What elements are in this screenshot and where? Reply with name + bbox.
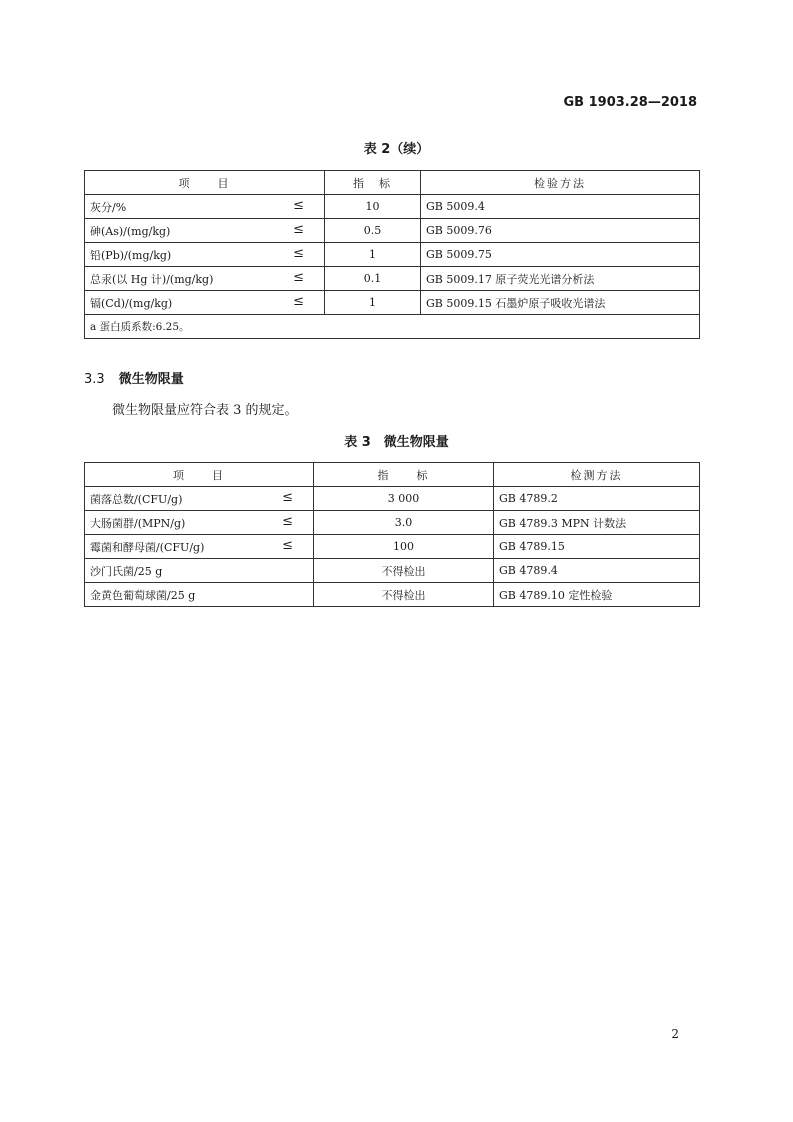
item-cell: [85, 267, 325, 291]
value-cell: 100: [314, 535, 494, 559]
table2: [84, 170, 700, 339]
less-equal-sign: ≤: [293, 198, 304, 213]
item-label: 金黄色葡萄球菌/25 g: [90, 588, 196, 602]
table3-header-method: 检测方法: [494, 463, 700, 487]
method-cell: GB 5009.76: [421, 219, 700, 243]
item-cell: [85, 511, 314, 535]
item-cell: [85, 243, 325, 267]
table2-header-item: 项 目: [85, 171, 325, 195]
item-label: 镉(Cd)/(mg/kg): [90, 296, 173, 310]
value-cell: 0.1: [325, 267, 421, 291]
item-cell: [85, 583, 314, 607]
table2-header-method: 检验方法: [421, 171, 700, 195]
table-row: [85, 267, 700, 291]
method-cell: GB 5009.15 石墨炉原子吸收光谱法: [421, 291, 700, 315]
value-cell: 不得检出: [314, 559, 494, 583]
item-label: 铅(Pb)/(mg/kg): [90, 248, 172, 262]
table-row: [85, 291, 700, 315]
method-cell: GB 4789.10 定性检验: [494, 583, 700, 607]
section-title: 微生物限量: [118, 372, 184, 387]
page-number: 2: [671, 1027, 679, 1041]
table3: [84, 462, 700, 607]
item-cell: [85, 487, 314, 511]
item-label: 总汞(以 Hg 计)/(mg/kg): [90, 272, 214, 286]
less-equal-sign: ≤: [282, 538, 293, 553]
section-paragraph: 微生物限量应符合表 3 的规定。: [112, 403, 298, 418]
value-cell: 1: [325, 291, 421, 315]
section-number: 3.3: [84, 372, 105, 387]
table-row: [85, 559, 700, 583]
table-row: [85, 487, 700, 511]
less-equal-sign: ≤: [293, 246, 304, 261]
less-equal-sign: ≤: [282, 490, 293, 505]
item-cell: [85, 291, 325, 315]
less-equal-sign: ≤: [282, 514, 293, 529]
item-label: 沙门氏菌/25 g: [90, 564, 163, 578]
item-label: 大肠菌群/(MPN/g): [90, 516, 186, 530]
value-cell: 3 000: [314, 487, 494, 511]
value-cell: 0.5: [325, 219, 421, 243]
item-cell: [85, 219, 325, 243]
standard-number: GB 1903.28—2018: [563, 95, 697, 110]
method-cell: GB 4789.3 MPN 计数法: [494, 511, 700, 535]
table2-footnote-row: [85, 315, 700, 339]
item-label: 霉菌和酵母菌/(CFU/g): [90, 540, 205, 554]
method-cell: GB 4789.15: [494, 535, 700, 559]
method-cell: GB 4789.2: [494, 487, 700, 511]
method-cell: GB 5009.17 原子荧光光谱分析法: [421, 267, 700, 291]
table-row: [85, 511, 700, 535]
item-cell: [85, 559, 314, 583]
method-cell: GB 5009.4: [421, 195, 700, 219]
value-cell: 不得检出: [314, 583, 494, 607]
value-cell: 10: [325, 195, 421, 219]
value-cell: 1: [325, 243, 421, 267]
less-equal-sign: ≤: [293, 294, 304, 309]
value-cell: 3.0: [314, 511, 494, 535]
item-label: 砷(As)/(mg/kg): [90, 224, 171, 238]
table-row: [85, 195, 700, 219]
table2-caption: 表 2（续）: [363, 142, 430, 157]
section-heading: [84, 368, 184, 387]
table2-header-row: [85, 171, 700, 195]
less-equal-sign: ≤: [293, 270, 304, 285]
item-cell: [85, 535, 314, 559]
table-row: [85, 535, 700, 559]
table-row: [85, 583, 700, 607]
method-cell: GB 5009.75: [421, 243, 700, 267]
method-cell: GB 4789.4: [494, 559, 700, 583]
table-row: [85, 243, 700, 267]
table3-caption: 表 3 微生物限量: [344, 435, 449, 450]
item-label: 灰分/%: [90, 200, 127, 214]
less-equal-sign: ≤: [293, 222, 304, 237]
table3-header-row: [85, 463, 700, 487]
table3-header-value: 指 标: [314, 463, 494, 487]
item-cell: [85, 195, 325, 219]
table-row: [85, 219, 700, 243]
table2-header-value: 指 标: [325, 171, 421, 195]
table3-header-item: 项 目: [85, 463, 314, 487]
table2-footnote: a 蛋白质系数:6.25。: [85, 315, 700, 339]
item-label: 菌落总数/(CFU/g): [90, 492, 183, 506]
